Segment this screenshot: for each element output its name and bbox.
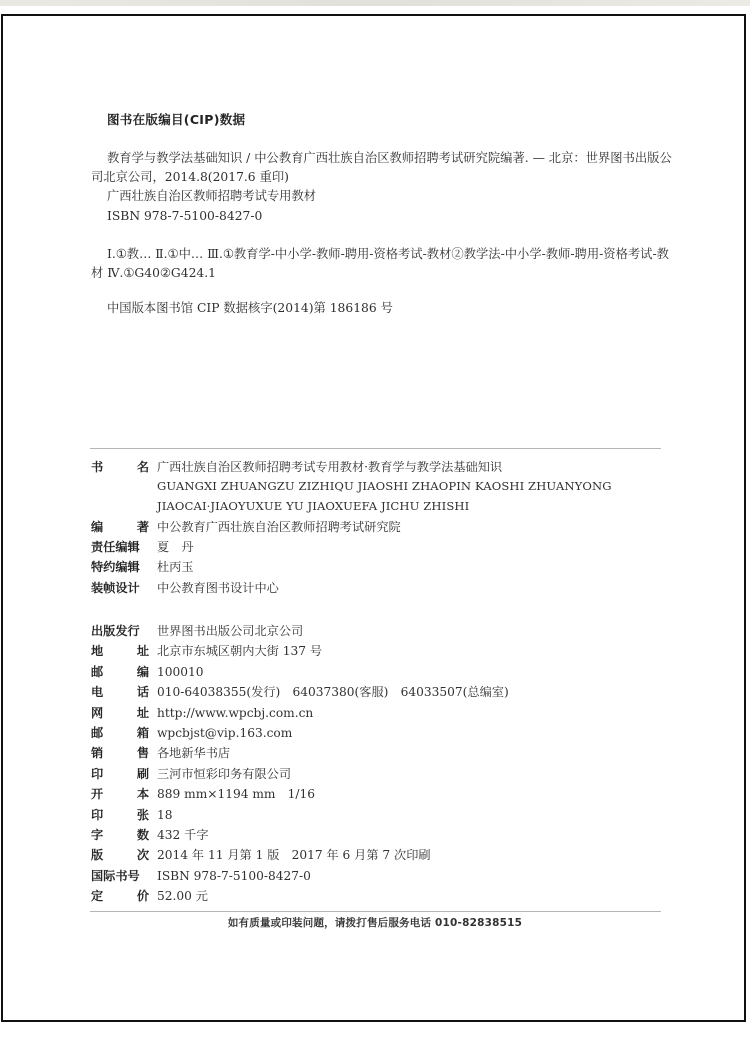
info-label: 印 张	[91, 807, 149, 822]
cip-number	[91, 299, 675, 318]
info-row-author	[91, 517, 671, 537]
info-value: 52.00 元	[157, 889, 208, 904]
info-value: 世界图书出版公司北京公司	[157, 624, 304, 638]
info-value: ISBN 978-7-5100-8427-0	[157, 868, 311, 883]
info-row-phone	[91, 682, 671, 702]
info-value: 2014 年 11 月第 1 版 2017 年 6 月第 7 次印刷	[157, 848, 431, 863]
info-value: 各地新华书店	[157, 746, 231, 761]
website-link[interactable]: http://www.wpcbj.com.cn	[157, 705, 314, 720]
service-notice: 如有质量或印装问题，请拨打售后服务电话 010-82838515	[227, 917, 523, 929]
info-label: 版 次	[91, 848, 149, 863]
info-label: 编 著	[91, 519, 149, 534]
cip-isbn-line: ISBN 978-7-5100-8427-0	[107, 208, 263, 223]
info-label: 电 话	[91, 685, 149, 700]
info-value: 夏 丹	[157, 539, 194, 554]
info-row-title	[91, 457, 671, 517]
info-label: 国际书号	[91, 868, 140, 883]
cip-description	[91, 149, 675, 226]
info-row-sales	[91, 743, 671, 763]
info-row-edition	[91, 845, 671, 865]
info-label: 开 本	[91, 787, 149, 802]
info-label: 定 价	[91, 889, 149, 904]
info-label: 装帧设计	[91, 580, 140, 595]
info-value: 中公教育图书设计中心	[157, 580, 279, 595]
info-label: 邮 箱	[91, 725, 149, 740]
cip-series-line: 广西壮族自治区教师招聘考试专用教材	[107, 189, 317, 204]
info-row-publisher	[91, 621, 671, 641]
info-row-special-editor	[91, 557, 671, 577]
book-title: 广西壮族自治区教师招聘考试专用教材·教育学与教学法基础知识	[157, 460, 503, 474]
info-value: 中公教育广西壮族自治区教师招聘考试研究院	[157, 519, 401, 534]
info-label: 出版发行	[91, 624, 140, 638]
info-label: 邮 编	[91, 664, 149, 679]
info-row-price	[91, 886, 671, 906]
info-value: 889 mm×1194 mm 1/16	[157, 787, 316, 802]
info-value	[157, 457, 667, 517]
cip-classification-text: Ⅰ.①教… Ⅱ.①中… Ⅲ.①教育学-中小学-教师-聘用-资格考试-教材②教学法-中小学-教师-聘用-资格考试-教材 Ⅳ.①G40②G424.1	[91, 247, 669, 281]
info-value: 432 千字	[157, 827, 209, 842]
info-value: 18	[157, 807, 173, 822]
info-row-editor	[91, 537, 671, 557]
info-row-email	[91, 723, 671, 743]
book-title-pinyin: GUANGXI ZHUANGZU ZIZHIQU JIAOSHI ZHAOPIN KAOSHI ZHUANYONG JIAOCAI·JIAOYUXUE YU JIAOXUEFA JICHU ZHISHI	[157, 479, 612, 513]
info-row-sheets	[91, 805, 671, 825]
cip-title-line: 教育学与教学法基础知识 / 中公教育广西壮族自治区教师招聘考试研究院编著. — 北京：世界图书出版公司北京公司，2014.8(2017.6 重印)	[91, 151, 672, 185]
cip-classification	[91, 245, 675, 283]
info-label: 地 址	[91, 644, 149, 659]
cip-number-text: 中国版本图书馆 CIP 数据核字(2014)第 186186 号	[107, 301, 393, 315]
info-row-printer	[91, 764, 671, 784]
info-label: 字 数	[91, 827, 149, 842]
info-label: 责任编辑	[91, 539, 140, 554]
info-row-word-count	[91, 825, 671, 845]
info-value: 三河市恒彩印务有限公司	[157, 766, 292, 781]
divider-top	[90, 448, 661, 449]
cip-heading: 图书在版编目(CIP)数据	[107, 112, 246, 127]
info-label: 网 址	[91, 705, 149, 720]
info-row-address	[91, 641, 671, 661]
scan-edge	[0, 0, 750, 6]
info-row-format	[91, 784, 671, 804]
info-label: 书 名	[91, 460, 149, 474]
info-value: 北京市东城区朝内大街 137 号	[157, 644, 323, 659]
info-row-isbn	[91, 866, 671, 886]
info-value: 100010	[157, 664, 204, 679]
book-info-table	[91, 457, 671, 598]
info-row-website	[91, 703, 671, 723]
email-link[interactable]: wpcbjst@vip.163.com	[157, 725, 293, 740]
info-row-postcode	[91, 662, 671, 682]
publish-info-table	[91, 621, 671, 906]
info-label: 印 刷	[91, 766, 149, 781]
info-value: 杜丙玉	[157, 560, 194, 575]
divider-bottom	[90, 911, 661, 912]
info-label: 销 售	[91, 746, 149, 761]
info-row-design	[91, 578, 671, 598]
info-label: 特约编辑	[91, 560, 140, 575]
info-value: 010-64038355(发行) 64037380(客服) 64033507(总编室)	[157, 685, 509, 700]
